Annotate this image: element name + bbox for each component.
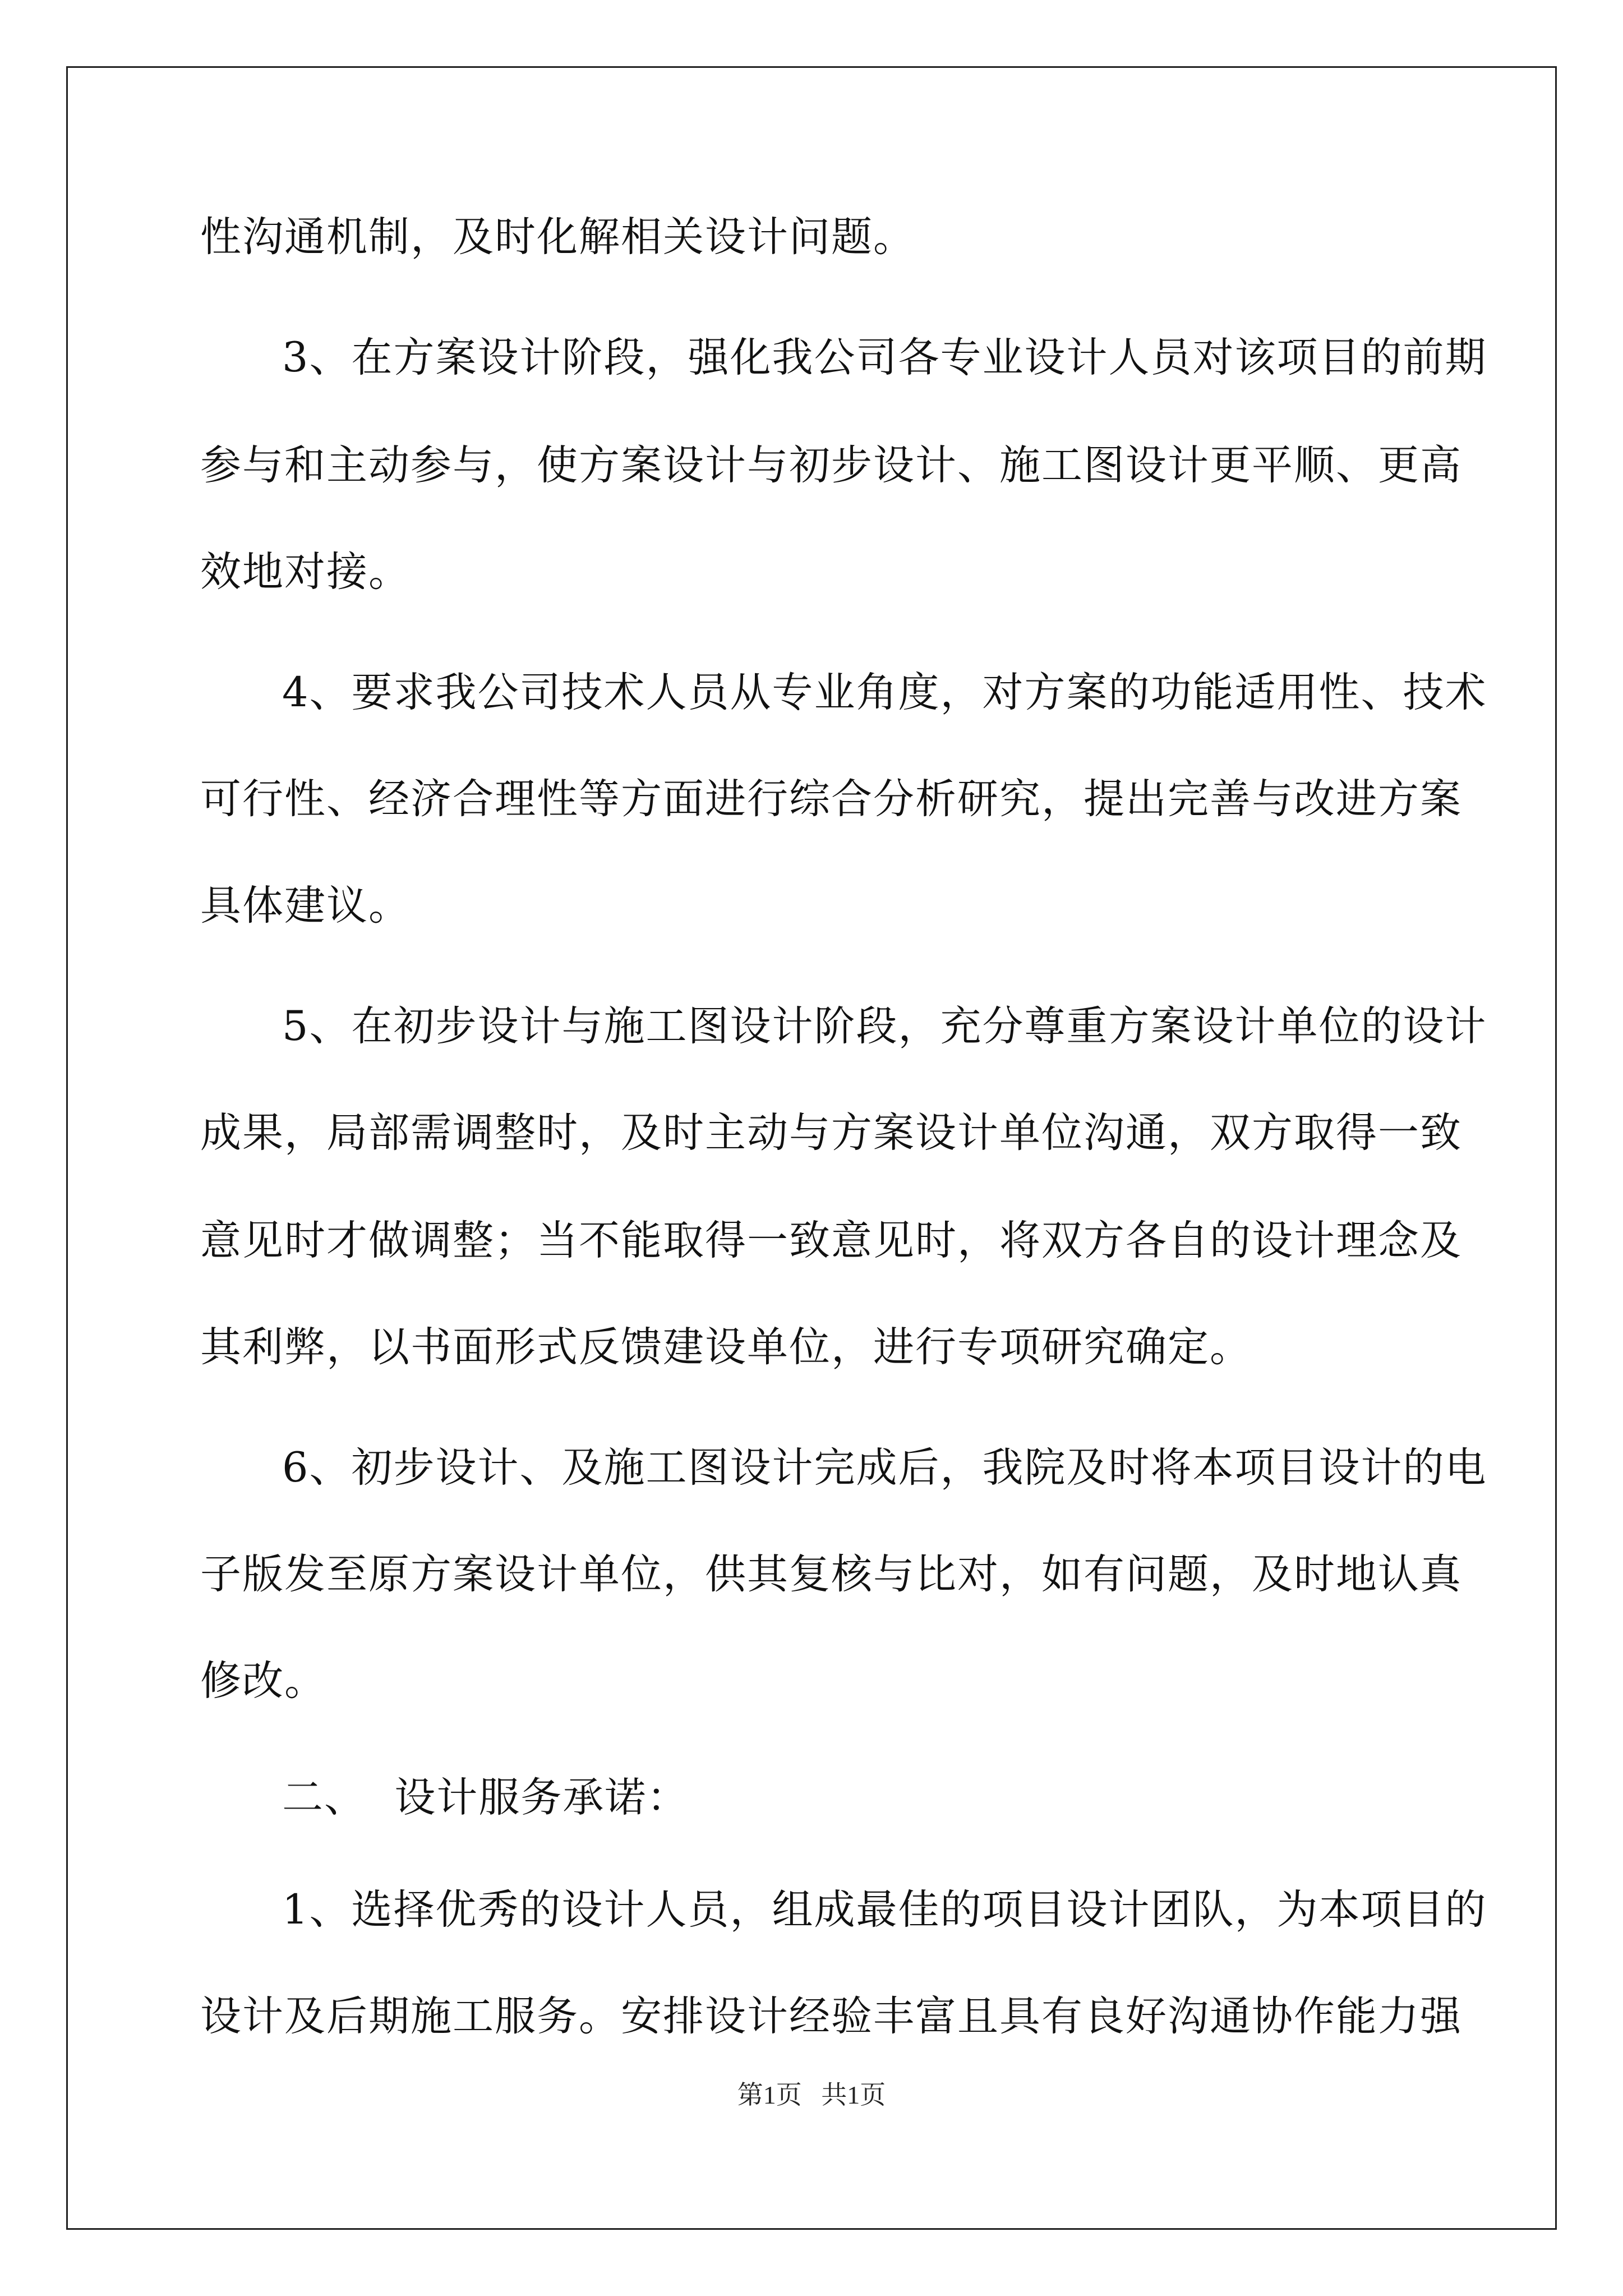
text-line-17: 设计及后期施工服务。安排设计经验丰富且具有良好沟通协作能力强 bbox=[200, 1993, 1462, 2040]
text-line-1: 性沟通机制，及时化解相关设计问题。 bbox=[200, 213, 915, 261]
page-number-label: 第1页 共1页 bbox=[737, 2081, 886, 2109]
text-line-2: 3、在方案设计阶段，强化我公司各专业设计人员对该项目的前期 bbox=[282, 334, 1487, 381]
text-line-4: 效地对接。 bbox=[200, 548, 411, 596]
text-line-10: 意见时才做调整；当不能取得一致意见时，将双方各自的设计理念及 bbox=[200, 1217, 1462, 1264]
text-line-14: 修改。 bbox=[200, 1657, 326, 1705]
text-line-3: 参与和主动参与，使方案设计与初步设计、施工图设计更平顺、更高 bbox=[200, 441, 1462, 489]
text-line-8: 5、在初步设计与施工图设计阶段，充分尊重方案设计单位的设计 bbox=[282, 1002, 1487, 1050]
text-line-12: 6、初步设计、及施工图设计完成后，我院及时将本项目设计的电 bbox=[282, 1444, 1487, 1492]
section-heading: 二、 设计服务承诺： bbox=[282, 1774, 689, 1821]
page-number-footer bbox=[0, 2078, 1623, 2112]
text-line-5: 4、要求我公司技术人员从专业角度，对方案的功能适用性、技术 bbox=[282, 669, 1487, 716]
text-line-11: 其利弊，以书面形式反馈建设单位，进行专项研究确定。 bbox=[200, 1323, 1252, 1371]
text-line-9: 成果，局部需调整时，及时主动与方案设计单位沟通，双方取得一致 bbox=[200, 1109, 1462, 1157]
text-line-16: 1、选择优秀的设计人员，组成最佳的项目设计团队，为本项目的 bbox=[282, 1886, 1487, 1934]
text-line-7: 具体建议。 bbox=[200, 882, 411, 930]
text-line-6: 可行性、经济合理性等方面进行综合分析研究，提出完善与改进方案 bbox=[200, 775, 1462, 823]
text-line-13: 子版发至原方案设计单位，供其复核与比对，如有问题，及时地认真 bbox=[200, 1550, 1462, 1598]
